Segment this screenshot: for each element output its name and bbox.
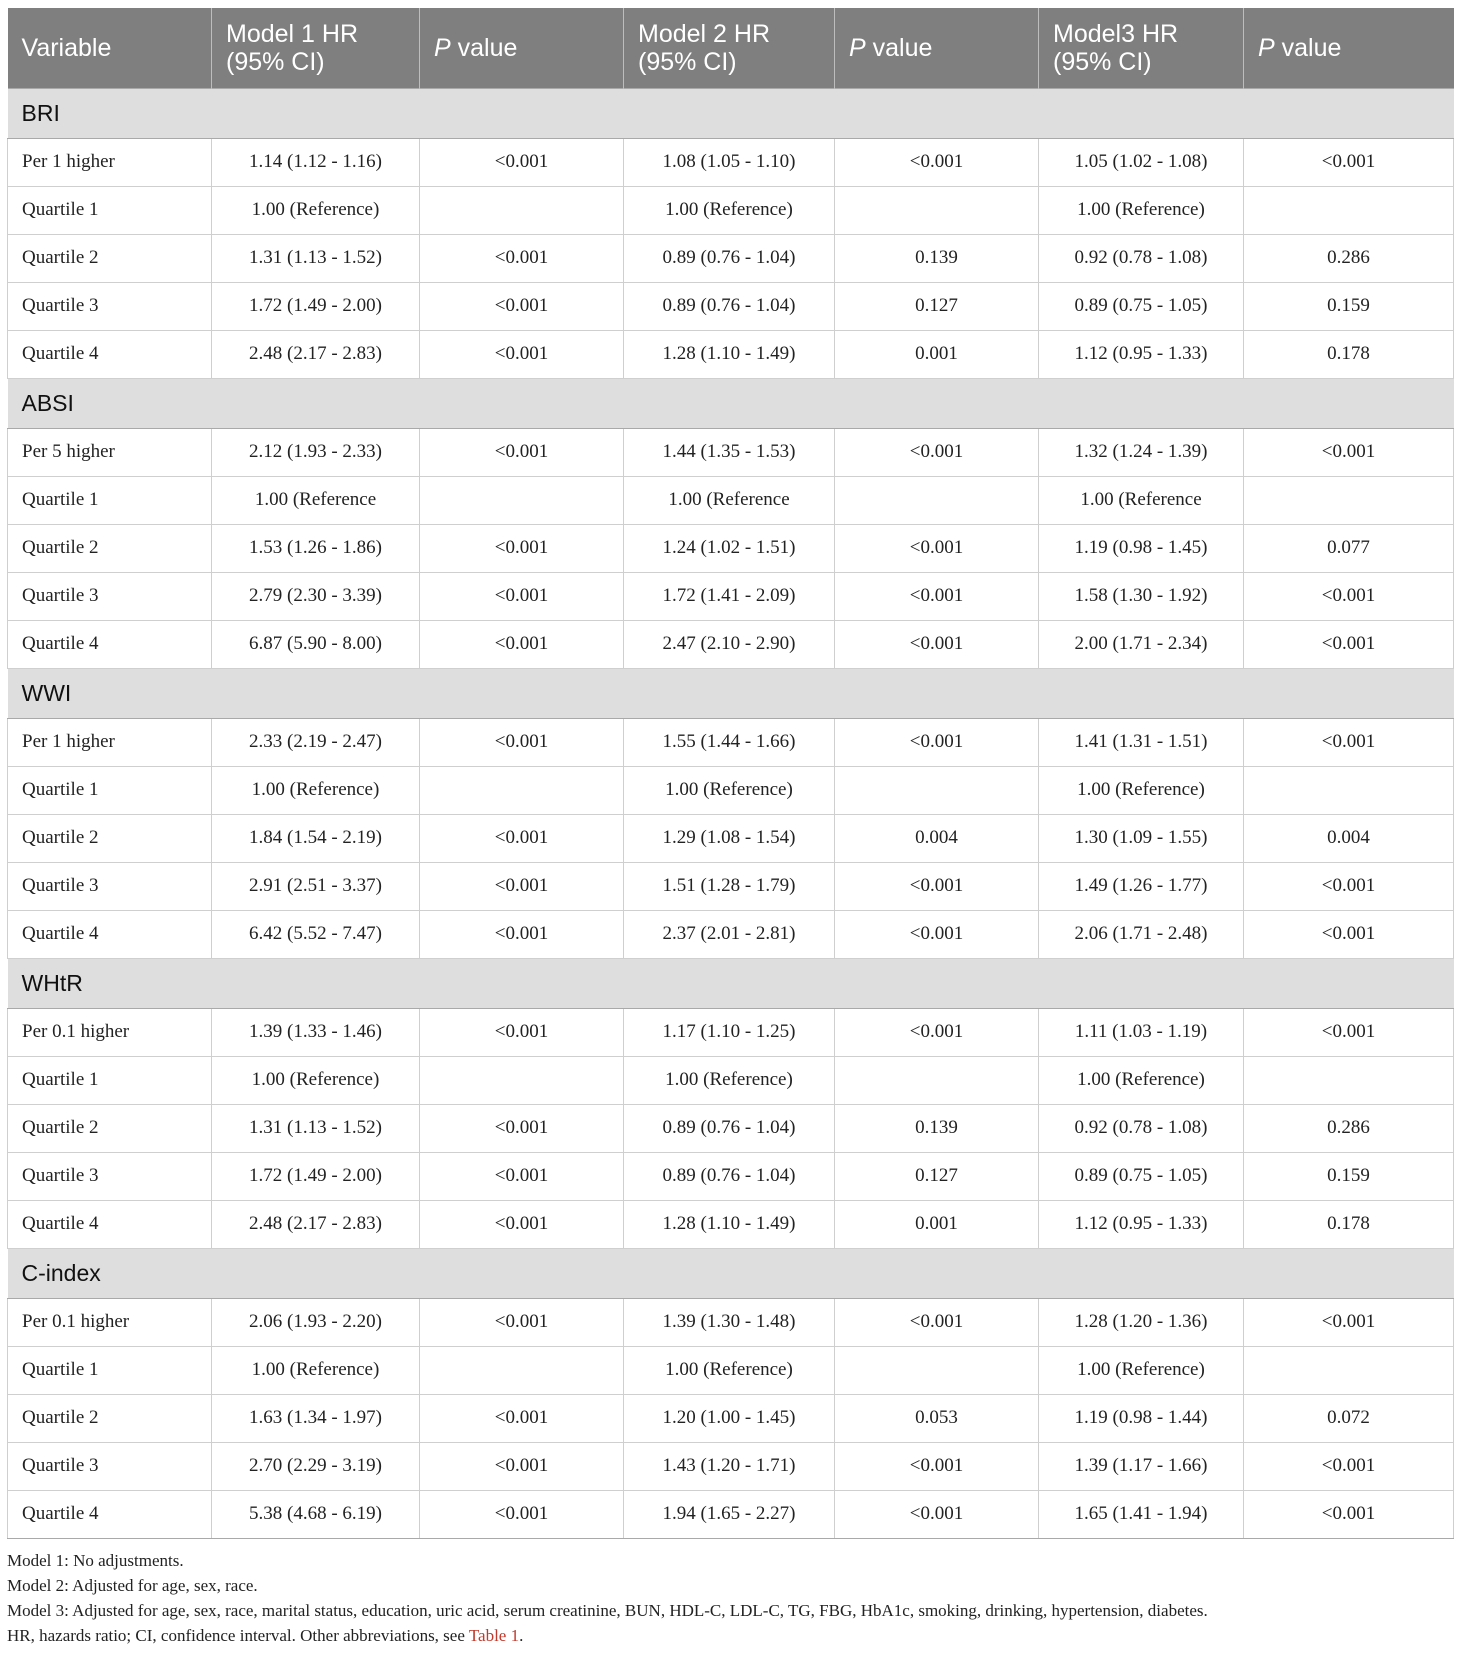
table-row [8,428,1454,476]
table-cell: 1.49 (1.26 - 1.77) [1039,862,1244,910]
column-header-5 [1039,8,1244,88]
table-cell: 1.29 (1.08 - 1.54) [624,814,835,862]
table-cell: 1.08 (1.05 - 1.10) [624,138,835,186]
table-row [8,1104,1454,1152]
table-cell [835,1056,1039,1104]
table-cell: 1.00 (Reference) [212,1056,420,1104]
row-label: Quartile 1 [8,1056,212,1104]
table-cell: <0.001 [420,620,624,668]
table-cell: <0.001 [1244,620,1454,668]
table-cell: 0.072 [1244,1394,1454,1442]
table-cell: 1.12 (0.95 - 1.33) [1039,1200,1244,1248]
table-cell: <0.001 [835,620,1039,668]
column-header-6 [1244,8,1454,88]
table-row [8,138,1454,186]
table-cell: 1.00 (Reference) [1039,766,1244,814]
table-cell: 1.51 (1.28 - 1.79) [624,862,835,910]
table-cell: 1.55 (1.44 - 1.66) [624,718,835,766]
column-header-title: Model 1 HR [226,19,358,48]
table-cell: 1.00 (Reference) [624,766,835,814]
table-cell: 6.87 (5.90 - 8.00) [212,620,420,668]
row-label: Quartile 1 [8,766,212,814]
table-cell [1244,766,1454,814]
group-row [8,1248,1454,1298]
column-header-title: P value [1258,33,1342,62]
row-label: Quartile 3 [8,572,212,620]
table-cell: 1.00 (Reference) [212,186,420,234]
table-cell: 1.19 (0.98 - 1.45) [1039,524,1244,572]
table-cell: 0.89 (0.75 - 1.05) [1039,1152,1244,1200]
group-label: BRI [8,88,1454,138]
table-cell [835,1346,1039,1394]
column-header-title: Model 2 HR [638,19,770,48]
group-label: WWI [8,668,1454,718]
row-label: Quartile 1 [8,476,212,524]
table-cell: 0.178 [1244,330,1454,378]
table-row [8,718,1454,766]
table-row [8,1008,1454,1056]
table-cell: <0.001 [420,862,624,910]
table-row [8,1200,1454,1248]
table-cell [420,1346,624,1394]
footnote-model2: Model 2: Adjusted for age, sex, race. [7,1575,258,1595]
table-cell: <0.001 [835,1490,1039,1538]
row-label: Quartile 1 [8,186,212,234]
column-header-0 [8,8,212,88]
table-cell: 1.53 (1.26 - 1.86) [212,524,420,572]
table-cell: 0.127 [835,1152,1039,1200]
table-cell: <0.001 [835,718,1039,766]
table-cell: 0.004 [1244,814,1454,862]
row-label: Quartile 4 [8,620,212,668]
table-row [8,766,1454,814]
table-cell: <0.001 [835,524,1039,572]
column-header-subtitle: (95% CI) [1053,47,1152,76]
table-cell: 0.89 (0.75 - 1.05) [1039,282,1244,330]
group-row [8,668,1454,718]
table-cell: <0.001 [835,1298,1039,1346]
table-row [8,620,1454,668]
group-row [8,378,1454,428]
table-cell: <0.001 [835,1008,1039,1056]
row-label: Quartile 1 [8,1346,212,1394]
table-cell: 0.286 [1244,234,1454,282]
group-label: ABSI [8,378,1454,428]
table-cell: 0.004 [835,814,1039,862]
table-cell: 1.94 (1.65 - 2.27) [624,1490,835,1538]
table-cell: 1.20 (1.00 - 1.45) [624,1394,835,1442]
results-table-container [7,8,1453,1648]
table-cell: 1.05 (1.02 - 1.08) [1039,138,1244,186]
table-cell: 2.33 (2.19 - 2.47) [212,718,420,766]
table-cell: 0.001 [835,1200,1039,1248]
table-row [8,1394,1454,1442]
table-row [8,1490,1454,1538]
row-label: Quartile 3 [8,862,212,910]
table-row [8,186,1454,234]
table-cell: 1.72 (1.49 - 2.00) [212,1152,420,1200]
table-cell: <0.001 [420,1394,624,1442]
table-cell: <0.001 [835,1442,1039,1490]
table-cell: 1.24 (1.02 - 1.51) [624,524,835,572]
table-row [8,1442,1454,1490]
table-cell [420,476,624,524]
row-label: Quartile 2 [8,814,212,862]
table-cell: 1.28 (1.20 - 1.36) [1039,1298,1244,1346]
row-label: Quartile 2 [8,524,212,572]
table-cell: 1.65 (1.41 - 1.94) [1039,1490,1244,1538]
table-cell: 1.30 (1.09 - 1.55) [1039,814,1244,862]
table-row [8,862,1454,910]
row-label: Quartile 4 [8,1200,212,1248]
table-cell: 1.28 (1.10 - 1.49) [624,1200,835,1248]
column-header-title: P value [434,33,518,62]
row-label: Quartile 2 [8,1394,212,1442]
table-cell: 1.41 (1.31 - 1.51) [1039,718,1244,766]
table-cell: 1.00 (Reference) [624,186,835,234]
table-cell: 1.00 (Reference [212,476,420,524]
table-cell: <0.001 [1244,572,1454,620]
table-cell: <0.001 [420,814,624,862]
table-cell: 2.06 (1.71 - 2.48) [1039,910,1244,958]
table-cell: <0.001 [835,138,1039,186]
footnote-abbreviations [7,1623,1453,1648]
table-cell: 0.178 [1244,1200,1454,1248]
table-cell: <0.001 [835,572,1039,620]
table-cell: 2.79 (2.30 - 3.39) [212,572,420,620]
p-symbol: P [1258,33,1275,62]
table-cell: 1.31 (1.13 - 1.52) [212,234,420,282]
p-symbol: P [434,33,451,62]
table-cell: 1.14 (1.12 - 1.16) [212,138,420,186]
table-cell: 0.89 (0.76 - 1.04) [624,1152,835,1200]
table-cell: 1.43 (1.20 - 1.71) [624,1442,835,1490]
table-cell: 1.00 (Reference) [1039,1056,1244,1104]
table-cell: <0.001 [1244,1490,1454,1538]
table-footnotes [7,1548,1453,1648]
table-cell: <0.001 [420,718,624,766]
table-cell: <0.001 [1244,1298,1454,1346]
table-cell: <0.001 [835,428,1039,476]
table-row [8,330,1454,378]
row-label: Per 1 higher [8,718,212,766]
table-cell [835,476,1039,524]
table-cell: <0.001 [420,330,624,378]
table-cell: <0.001 [420,1008,624,1056]
table-cell: 1.00 (Reference [1039,476,1244,524]
table-row [8,910,1454,958]
row-label: Per 0.1 higher [8,1008,212,1056]
table-row [8,234,1454,282]
table-cell: 1.32 (1.24 - 1.39) [1039,428,1244,476]
row-label: Quartile 4 [8,330,212,378]
column-header-subtitle: (95% CI) [638,47,737,76]
group-row [8,88,1454,138]
table-cell: 0.001 [835,330,1039,378]
p-symbol: P [849,33,866,62]
table-cell: 0.92 (0.78 - 1.08) [1039,234,1244,282]
row-label: Per 0.1 higher [8,1298,212,1346]
table-cell: <0.001 [420,1490,624,1538]
column-header-1 [212,8,420,88]
table-cell [835,186,1039,234]
table-cell: 1.72 (1.49 - 2.00) [212,282,420,330]
table-cell: 1.39 (1.30 - 1.48) [624,1298,835,1346]
table-cell [1244,1056,1454,1104]
table-cell: 1.00 (Reference) [624,1056,835,1104]
table-cell: 1.63 (1.34 - 1.97) [212,1394,420,1442]
column-header-4 [835,8,1039,88]
table-cell: <0.001 [420,282,624,330]
table-cell: <0.001 [1244,862,1454,910]
row-label: Quartile 4 [8,910,212,958]
table-cell: <0.001 [420,1298,624,1346]
table-cell: <0.001 [835,910,1039,958]
table-cell: 2.06 (1.93 - 2.20) [212,1298,420,1346]
table-cell: 1.39 (1.17 - 1.66) [1039,1442,1244,1490]
column-header-3 [624,8,835,88]
table-cell [420,186,624,234]
table-cell: 0.159 [1244,282,1454,330]
hazard-ratio-table [7,8,1454,1539]
column-header-2 [420,8,624,88]
table-cell: <0.001 [420,1442,624,1490]
table-cell: <0.001 [420,138,624,186]
table-cell: <0.001 [1244,1008,1454,1056]
table-cell [835,766,1039,814]
table-cell: 0.077 [1244,524,1454,572]
table-row [8,1152,1454,1200]
table-cell [1244,1346,1454,1394]
table-cell: 2.48 (2.17 - 2.83) [212,1200,420,1248]
column-header-subtitle: (95% CI) [226,47,325,76]
table-cell: 1.00 (Reference) [212,766,420,814]
table-cell: <0.001 [1244,910,1454,958]
table-cell: 1.72 (1.41 - 2.09) [624,572,835,620]
table-body [8,88,1454,1538]
table-row [8,572,1454,620]
table-cell: 1.11 (1.03 - 1.19) [1039,1008,1244,1056]
table-cell: 1.12 (0.95 - 1.33) [1039,330,1244,378]
footnote-model3: Model 3: Adjusted for age, sex, race, marital status, education, uric acid, serum creatinine, BUN, HDL-C, LDL-C, TG, FBG, HbA1c, smoking, drinking, hypertension, diabetes. [7,1600,1208,1620]
table-cell [420,1056,624,1104]
table-cell: 2.00 (1.71 - 2.34) [1039,620,1244,668]
table-cell: <0.001 [835,862,1039,910]
footnote-model1: Model 1: No adjustments. [7,1550,184,1570]
table-cell: 0.286 [1244,1104,1454,1152]
abbreviations-text: HR, hazards ratio; CI, confidence interval. Other abbreviations, see [7,1625,469,1645]
group-label: C-index [8,1248,1454,1298]
table-cell: 2.12 (1.93 - 2.33) [212,428,420,476]
table-cell: 1.00 (Reference) [1039,186,1244,234]
table-cell: 1.39 (1.33 - 1.46) [212,1008,420,1056]
table-cell: 1.58 (1.30 - 1.92) [1039,572,1244,620]
abbreviations-end: . [519,1625,524,1645]
row-label: Quartile 3 [8,282,212,330]
table-row [8,1346,1454,1394]
row-label: Per 5 higher [8,428,212,476]
table-cell: 1.00 (Reference) [1039,1346,1244,1394]
table-cell: <0.001 [1244,428,1454,476]
table-cell: 1.00 (Reference) [624,1346,835,1394]
table-row [8,476,1454,524]
table-row [8,282,1454,330]
table-cell: 0.89 (0.76 - 1.04) [624,1104,835,1152]
table-row [8,1056,1454,1104]
table-cell: 1.00 (Reference) [212,1346,420,1394]
table-cell: <0.001 [420,1104,624,1152]
table-cell: <0.001 [420,1152,624,1200]
table-header [8,8,1454,88]
table-cell: 1.28 (1.10 - 1.49) [624,330,835,378]
table-cell [1244,186,1454,234]
row-label: Quartile 2 [8,1104,212,1152]
row-label: Quartile 2 [8,234,212,282]
table-cell: 2.70 (2.29 - 3.19) [212,1442,420,1490]
table-cell: <0.001 [420,428,624,476]
group-label: WHtR [8,958,1454,1008]
row-label: Quartile 4 [8,1490,212,1538]
table-cell: <0.001 [420,234,624,282]
table-cell [1244,476,1454,524]
table-cell: 0.159 [1244,1152,1454,1200]
table-cell: <0.001 [1244,1442,1454,1490]
table-cell: 2.91 (2.51 - 3.37) [212,862,420,910]
row-label: Per 1 higher [8,138,212,186]
table-cell: 0.139 [835,234,1039,282]
table-cell: 1.00 (Reference [624,476,835,524]
table-row [8,1298,1454,1346]
table-cell: <0.001 [1244,718,1454,766]
table-cell: <0.001 [420,524,624,572]
table-cell: 1.44 (1.35 - 1.53) [624,428,835,476]
table-row [8,524,1454,572]
table-cell: 5.38 (4.68 - 6.19) [212,1490,420,1538]
column-header-title: Variable [21,33,112,62]
table-cell: 2.48 (2.17 - 2.83) [212,330,420,378]
table-cell: <0.001 [420,910,624,958]
table-cell: 1.31 (1.13 - 1.52) [212,1104,420,1152]
table-cell: <0.001 [420,1200,624,1248]
table-cell: 1.84 (1.54 - 2.19) [212,814,420,862]
table-row [8,814,1454,862]
table-cell: 2.37 (2.01 - 2.81) [624,910,835,958]
table-cell: 6.42 (5.52 - 7.47) [212,910,420,958]
column-header-title: Model3 HR [1053,19,1179,48]
header-row [8,8,1454,88]
table-cell: 0.92 (0.78 - 1.08) [1039,1104,1244,1152]
table-cell [420,766,624,814]
row-label: Quartile 3 [8,1152,212,1200]
table-cell: 2.47 (2.10 - 2.90) [624,620,835,668]
group-row [8,958,1454,1008]
table-cell: <0.001 [420,572,624,620]
table1-link[interactable]: Table 1 [468,1625,520,1645]
table-cell: 0.89 (0.76 - 1.04) [624,282,835,330]
table-cell: <0.001 [1244,138,1454,186]
table-cell: 0.139 [835,1104,1039,1152]
row-label: Quartile 3 [8,1442,212,1490]
column-header-title: P value [849,33,933,62]
table-cell: 0.89 (0.76 - 1.04) [624,234,835,282]
table-cell: 0.053 [835,1394,1039,1442]
table-cell: 1.19 (0.98 - 1.44) [1039,1394,1244,1442]
table-cell: 0.127 [835,282,1039,330]
table-cell: 1.17 (1.10 - 1.25) [624,1008,835,1056]
